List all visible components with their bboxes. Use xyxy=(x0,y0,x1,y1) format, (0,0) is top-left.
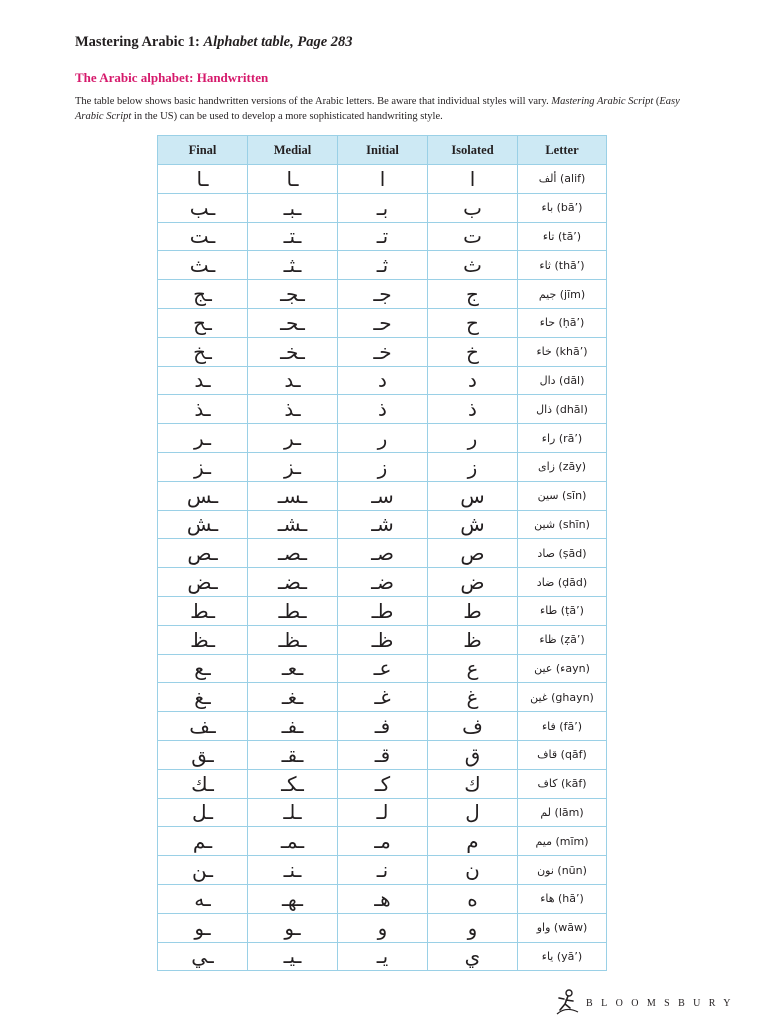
initial-form-cell: ا xyxy=(338,165,428,194)
header-initial: Initial xyxy=(338,136,428,165)
final-form-cell: ـب xyxy=(158,193,248,222)
letter-name-cell: ذال (dhāl) xyxy=(518,395,607,424)
final-form-cell: ـا xyxy=(158,165,248,194)
medial-form-cell: ـغـ xyxy=(248,683,338,712)
letter-name-cell: طاء (ṭā’) xyxy=(518,596,607,625)
final-form-cell: ـج xyxy=(158,280,248,309)
medial-form-cell: ـمـ xyxy=(248,827,338,856)
isolated-form-cell: ق xyxy=(428,740,518,769)
medial-form-cell: ـخـ xyxy=(248,337,338,366)
letter-name-cell: كاف (kāf) xyxy=(518,769,607,798)
final-form-cell: ـص xyxy=(158,539,248,568)
table-row xyxy=(158,395,607,424)
medial-form-cell: ـحـ xyxy=(248,308,338,337)
letter-name-cell: فاء (fā’) xyxy=(518,712,607,741)
final-form-cell: ـه xyxy=(158,884,248,913)
table-row xyxy=(158,222,607,251)
table-row xyxy=(158,424,607,453)
isolated-form-cell: ث xyxy=(428,251,518,280)
table-row xyxy=(158,596,607,625)
letter-name-cell: صاد (ṣād) xyxy=(518,539,607,568)
letter-name-cell: راء (rā’) xyxy=(518,424,607,453)
initial-form-cell: عـ xyxy=(338,654,428,683)
table-row xyxy=(158,798,607,827)
isolated-form-cell: ط xyxy=(428,596,518,625)
table-row xyxy=(158,308,607,337)
letter-name-cell: جيم (jīm) xyxy=(518,280,607,309)
table-row xyxy=(158,712,607,741)
initial-form-cell: هـ xyxy=(338,884,428,913)
medial-form-cell: ـكـ xyxy=(248,769,338,798)
letter-name-cell: سين (sīn) xyxy=(518,481,607,510)
page-header xyxy=(75,34,353,51)
page-reference: Alphabet table, Page 283 xyxy=(203,34,353,50)
table-row xyxy=(158,452,607,481)
medial-form-cell: ـثـ xyxy=(248,251,338,280)
letter-name-cell: ألف (alif) xyxy=(518,165,607,194)
isolated-form-cell: ح xyxy=(428,308,518,337)
medial-form-cell: ـسـ xyxy=(248,481,338,510)
letter-name-cell: ظاء (ẓā’) xyxy=(518,625,607,654)
final-form-cell: ـف xyxy=(158,712,248,741)
intro-book-title: Mastering Arabic Script xyxy=(551,96,654,107)
initial-form-cell: سـ xyxy=(338,481,428,510)
initial-form-cell: كـ xyxy=(338,769,428,798)
initial-form-cell: خـ xyxy=(338,337,428,366)
table-row xyxy=(158,625,607,654)
final-form-cell: ـظ xyxy=(158,625,248,654)
medial-form-cell: ـذ xyxy=(248,395,338,424)
isolated-form-cell: ه xyxy=(428,884,518,913)
initial-form-cell: نـ xyxy=(338,856,428,885)
isolated-form-cell: ر xyxy=(428,424,518,453)
letter-name-cell: ثاء (thā’) xyxy=(518,251,607,280)
intro-text-3: in the US) can be used to develop a more sophisticated handwriting style. xyxy=(131,111,443,122)
letter-name-cell: غين (ghayn) xyxy=(518,683,607,712)
intro-text-2: ( xyxy=(653,96,660,107)
initial-form-cell: ثـ xyxy=(338,251,428,280)
intro-us-title: Easy Arabic Script xyxy=(75,96,680,122)
medial-form-cell: ـلـ xyxy=(248,798,338,827)
initial-form-cell: ذ xyxy=(338,395,428,424)
final-form-cell: ـر xyxy=(158,424,248,453)
initial-form-cell: ز xyxy=(338,452,428,481)
isolated-form-cell: ش xyxy=(428,510,518,539)
final-form-cell: ـس xyxy=(158,481,248,510)
medial-form-cell: ـد xyxy=(248,366,338,395)
initial-form-cell: حـ xyxy=(338,308,428,337)
isolated-form-cell: ج xyxy=(428,280,518,309)
letter-name-cell: ياء (yā’) xyxy=(518,942,607,971)
final-form-cell: ـخ xyxy=(158,337,248,366)
letter-name-cell: هاء (hā’) xyxy=(518,884,607,913)
letter-name-cell: لم (lām) xyxy=(518,798,607,827)
table-row xyxy=(158,654,607,683)
final-form-cell: ـق xyxy=(158,740,248,769)
letter-name-cell: تاء (tā’) xyxy=(518,222,607,251)
isolated-form-cell: د xyxy=(428,366,518,395)
letter-name-cell: ضاد (ḍād) xyxy=(518,568,607,597)
letter-name-cell: خاء (khā’) xyxy=(518,337,607,366)
table-row xyxy=(158,510,607,539)
header-separator: : xyxy=(195,34,204,50)
initial-form-cell: ر xyxy=(338,424,428,453)
initial-form-cell: طـ xyxy=(338,596,428,625)
isolated-form-cell: ن xyxy=(428,856,518,885)
final-form-cell: ـو xyxy=(158,913,248,942)
medial-form-cell: ـصـ xyxy=(248,539,338,568)
final-form-cell: ـث xyxy=(158,251,248,280)
table-header-row xyxy=(158,136,607,165)
final-form-cell: ـم xyxy=(158,827,248,856)
initial-form-cell: يـ xyxy=(338,942,428,971)
isolated-form-cell: ذ xyxy=(428,395,518,424)
isolated-form-cell: و xyxy=(428,913,518,942)
final-form-cell: ـض xyxy=(158,568,248,597)
letter-name-cell: نون (nūn) xyxy=(518,856,607,885)
isolated-form-cell: خ xyxy=(428,337,518,366)
letter-name-cell: باء (bā’) xyxy=(518,193,607,222)
initial-form-cell: فـ xyxy=(338,712,428,741)
table-row xyxy=(158,884,607,913)
table-row xyxy=(158,366,607,395)
final-form-cell: ـش xyxy=(158,510,248,539)
isolated-form-cell: ا xyxy=(428,165,518,194)
medial-form-cell: ـجـ xyxy=(248,280,338,309)
letter-name-cell: واو (wāw) xyxy=(518,913,607,942)
medial-form-cell: ـفـ xyxy=(248,712,338,741)
isolated-form-cell: ز xyxy=(428,452,518,481)
medial-form-cell: ـشـ xyxy=(248,510,338,539)
final-form-cell: ـي xyxy=(158,942,248,971)
header-letter: Letter xyxy=(518,136,607,165)
table-row xyxy=(158,280,607,309)
final-form-cell: ـد xyxy=(158,366,248,395)
medial-form-cell: ـضـ xyxy=(248,568,338,597)
medial-form-cell: ـتـ xyxy=(248,222,338,251)
final-form-cell: ـغ xyxy=(158,683,248,712)
medial-form-cell: ـر xyxy=(248,424,338,453)
isolated-form-cell: ب xyxy=(428,193,518,222)
final-form-cell: ـت xyxy=(158,222,248,251)
publisher-logo xyxy=(554,988,744,1018)
section-title: The Arabic alphabet: Handwritten xyxy=(75,70,269,85)
header-medial: Medial xyxy=(248,136,338,165)
isolated-form-cell: ي xyxy=(428,942,518,971)
final-form-cell: ـع xyxy=(158,654,248,683)
table-row xyxy=(158,913,607,942)
final-form-cell: ـز xyxy=(158,452,248,481)
table-row xyxy=(158,856,607,885)
isolated-form-cell: غ xyxy=(428,683,518,712)
publisher-name: BLOOMSBURY xyxy=(586,998,739,1009)
isolated-form-cell: م xyxy=(428,827,518,856)
medial-form-cell: ـقـ xyxy=(248,740,338,769)
final-form-cell: ـذ xyxy=(158,395,248,424)
medial-form-cell: ـا xyxy=(248,165,338,194)
medial-form-cell: ـعـ xyxy=(248,654,338,683)
table-row xyxy=(158,481,607,510)
initial-form-cell: ظـ xyxy=(338,625,428,654)
initial-form-cell: شـ xyxy=(338,510,428,539)
table-row xyxy=(158,568,607,597)
intro-paragraph xyxy=(75,94,685,124)
initial-form-cell: صـ xyxy=(338,539,428,568)
letter-name-cell: عين (ءayn) xyxy=(518,654,607,683)
initial-form-cell: جـ xyxy=(338,280,428,309)
letter-name-cell: حاء (ḥā’) xyxy=(518,308,607,337)
alphabet-table xyxy=(157,135,607,971)
initial-form-cell: مـ xyxy=(338,827,428,856)
isolated-form-cell: ل xyxy=(428,798,518,827)
letter-name-cell: دال (dāl) xyxy=(518,366,607,395)
header-final: Final xyxy=(158,136,248,165)
medial-form-cell: ـطـ xyxy=(248,596,338,625)
initial-form-cell: بـ xyxy=(338,193,428,222)
table-row xyxy=(158,539,607,568)
final-form-cell: ـط xyxy=(158,596,248,625)
isolated-form-cell: ت xyxy=(428,222,518,251)
medial-form-cell: ـنـ xyxy=(248,856,338,885)
initial-form-cell: د xyxy=(338,366,428,395)
isolated-form-cell: ظ xyxy=(428,625,518,654)
final-form-cell: ـح xyxy=(158,308,248,337)
table-row xyxy=(158,942,607,971)
table-row xyxy=(158,251,607,280)
letter-name-cell: شين (shīn) xyxy=(518,510,607,539)
table-row xyxy=(158,683,607,712)
letter-name-cell: زاى (zāy) xyxy=(518,452,607,481)
isolated-form-cell: ض xyxy=(428,568,518,597)
initial-form-cell: تـ xyxy=(338,222,428,251)
table-row xyxy=(158,769,607,798)
final-form-cell: ـك xyxy=(158,769,248,798)
bloomsbury-runner-icon xyxy=(554,988,582,1018)
isolated-form-cell: ف xyxy=(428,712,518,741)
isolated-form-cell: ع xyxy=(428,654,518,683)
isolated-form-cell: س xyxy=(428,481,518,510)
final-form-cell: ـل xyxy=(158,798,248,827)
medial-form-cell: ـز xyxy=(248,452,338,481)
medial-form-cell: ـبـ xyxy=(248,193,338,222)
isolated-form-cell: ص xyxy=(428,539,518,568)
initial-form-cell: غـ xyxy=(338,683,428,712)
table-row xyxy=(158,193,607,222)
medial-form-cell: ـظـ xyxy=(248,625,338,654)
medial-form-cell: ـو xyxy=(248,913,338,942)
table-body xyxy=(158,165,607,971)
medial-form-cell: ـيـ xyxy=(248,942,338,971)
letter-name-cell: قاف (qāf) xyxy=(518,740,607,769)
initial-form-cell: لـ xyxy=(338,798,428,827)
initial-form-cell: ضـ xyxy=(338,568,428,597)
table-row xyxy=(158,827,607,856)
initial-form-cell: قـ xyxy=(338,740,428,769)
book-title: Mastering Arabic 1 xyxy=(75,34,196,50)
table-row xyxy=(158,337,607,366)
table-row xyxy=(158,740,607,769)
initial-form-cell: و xyxy=(338,913,428,942)
isolated-form-cell: ك xyxy=(428,769,518,798)
header-isolated: Isolated xyxy=(428,136,518,165)
medial-form-cell: ـهـ xyxy=(248,884,338,913)
letter-name-cell: ميم (mīm) xyxy=(518,827,607,856)
final-form-cell: ـن xyxy=(158,856,248,885)
table-row xyxy=(158,165,607,194)
intro-text-1: The table below shows basic handwritten versions of the Arabic letters. Be aware that individual styles will vary. xyxy=(75,96,552,107)
